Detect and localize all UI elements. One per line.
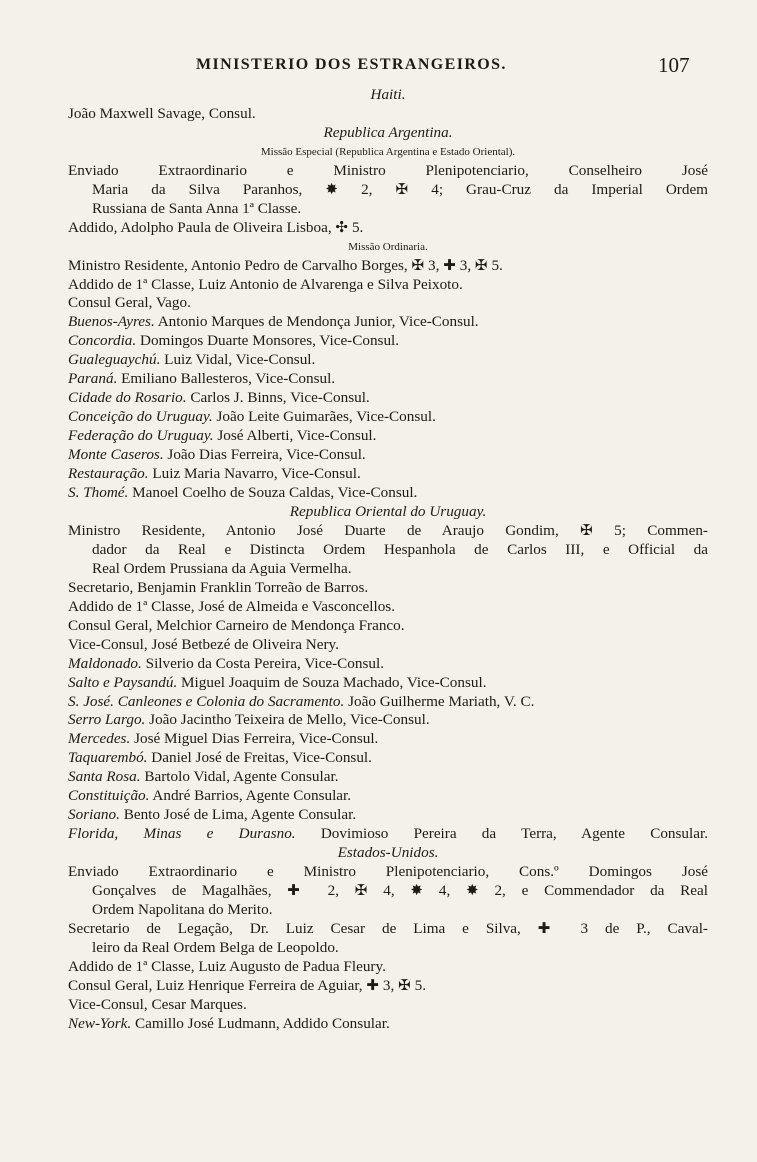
consular-entry [68, 730, 708, 749]
entry-line: Secretario, Benjamin Franklin Torreão de Barros. [68, 578, 369, 596]
entry-line: Vice-Consul, José Betbezé de Oliveira Nery. [68, 635, 339, 653]
consular-entry [68, 389, 708, 408]
place-name: S. Thomé. [68, 484, 129, 502]
entry-text: João Leite Guimarães, Vice-Consul. [212, 408, 436, 426]
entry-text: Bartolo Vidal, Agente Consular. [140, 768, 339, 786]
entry-text: Miguel Joaquim de Souza Machado, Vice-Consul. [177, 673, 487, 691]
place-name: Taquarembó. [68, 749, 148, 767]
consular-entry [68, 313, 708, 332]
place-name: Florida, Minas e Durasno. [68, 825, 296, 843]
place-name: Soriano. [68, 806, 120, 824]
entry-text: André Barrios, Agente Consular. [149, 787, 352, 805]
entry-line: Consul Geral, Melchior Carneiro de Mendonça Franco. [68, 616, 405, 634]
entry-text: Silverio da Costa Pereira, Vice-Consul. [141, 654, 385, 672]
place-name: Constituição. [68, 787, 150, 805]
consular-entry [68, 655, 708, 674]
place-name: Paraná. [68, 370, 118, 388]
entry-text: Luiz Vidal, Vice-Consul. [160, 351, 316, 369]
page-body [68, 86, 708, 1034]
consular-entry [68, 427, 708, 446]
place-name: Conceição do Uruguay. [68, 408, 213, 426]
entry-line: Enviado Extraordinario e Ministro Plenipotenciario, Conselheiro José [68, 161, 708, 179]
entry-text: João Dias Ferreira, Vice-Consul. [163, 446, 366, 464]
place-name: Buenos-Ayres. [68, 313, 155, 331]
place-name: Serro Largo. [68, 711, 146, 729]
entry-text: Domingos Duarte Monsores, Vice-Consul. [136, 332, 400, 350]
page-header [0, 53, 757, 82]
consular-entry [68, 674, 708, 693]
continuation-line: dador da Real e Distincta Ordem Hespanhola de Carlos III, e Official da [92, 540, 708, 558]
continuation-line: Real Ordem Prussiana da Aguia Vermelha. [92, 559, 352, 577]
entry-line: Addido, Adolpho Paula de Oliveira Lisboa, ✣ 5. [68, 218, 364, 236]
continuation-line: Ordem Napolitana do Merito. [92, 900, 273, 918]
section-heading: Republica Oriental do Uruguay. [289, 502, 487, 520]
entry-text: Camillo José Ludmann, Addido Consular. [131, 1014, 390, 1032]
entry-line: João Maxwell Savage, Consul. [68, 104, 256, 122]
place-name: Cidade do Rosario. [68, 389, 187, 407]
entry-text: Carlos J. Binns, Vice-Consul. [186, 389, 370, 407]
continuation-line: leiro da Real Ordem Belga de Leopoldo. [92, 938, 339, 956]
place-name: Concordia. [68, 332, 137, 350]
consular-entry [68, 370, 708, 389]
entry-text: Manoel Coelho de Souza Caldas, Vice-Consul. [128, 484, 418, 502]
place-name: Santa Rosa. [68, 768, 141, 786]
entry-line: Addido de 1ª Classe, Luiz Augusto de Padua Fleury. [68, 957, 386, 975]
consular-entry [68, 484, 708, 503]
entry-line: Enviado Extraordinario e Ministro Plenipotenciario, Cons.º Domingos José [68, 863, 708, 881]
section-heading: Estados-Unidos. [337, 844, 439, 862]
consular-entry [68, 332, 708, 351]
place-name: S. José. Canleones e Colonia do Sacramento. [68, 692, 345, 710]
place-name: Restauração. [68, 465, 149, 483]
consular-entry [68, 749, 708, 768]
continuation-line: Gonçalves de Magalhães, ✚ 2, ✠ 4, ✸ 4, ✸ 2, e Commendador da Real [92, 882, 708, 900]
entry-text: Antonio Marques de Mendonça Junior, Vice-Consul. [154, 313, 479, 331]
page-number: 107 [658, 53, 690, 77]
entry-line: Vice-Consul, Cesar Marques. [68, 995, 247, 1013]
entry-line: Consul Geral, Luiz Henrique Ferreira de Aguiar, ✚ 3, ✠ 5. [68, 976, 427, 994]
continuation-line: Russiana de Santa Anna 1ª Classe. [92, 199, 302, 217]
entry-text: João Guilherme Mariath, V. C. [344, 692, 535, 710]
entry-line: Ministro Residente, Antonio Pedro de Carvalho Borges, ✠ 3, ✚ 3, ✠ 5. [68, 256, 503, 274]
section-heading: Haiti. [370, 86, 406, 103]
entry-line: Addido de 1ª Classe, José de Almeida e Vasconcellos. [68, 597, 396, 615]
place-name: Maldonado. [68, 654, 142, 672]
consular-entry [68, 1015, 708, 1034]
entry-text: José Alberti, Vice-Consul. [213, 427, 377, 445]
consular-entry [68, 806, 708, 825]
consular-entry [68, 693, 708, 712]
entry-text: Luiz Maria Navarro, Vice-Consul. [148, 465, 361, 483]
entry-line: Secretario de Legação, Dr. Luiz Cesar de Lima e Silva, ✚ 3 de P., Caval- [68, 919, 708, 937]
consular-entry [68, 768, 708, 787]
mission-subheading: Missão Especial (Republica Argentina e Estado Oriental). [260, 145, 516, 158]
consular-entry [68, 446, 708, 465]
consular-entry [68, 787, 708, 806]
entry-text: João Jacintho Teixeira de Mello, Vice-Consul. [145, 711, 430, 729]
consular-entry [68, 711, 708, 730]
place-name: Monte Caseros. [68, 446, 164, 464]
entry-text: Daniel José de Freitas, Vice-Consul. [147, 749, 372, 767]
consular-entry [68, 465, 708, 484]
place-name: Gualeguaychú. [68, 351, 161, 369]
running-title: MINISTERIO DOS ESTRANGEIROS. [196, 56, 507, 73]
continuation-line: Maria da Silva Paranhos, ✸ 2, ✠ 4; Grau-Cruz da Imperial Ordem [92, 180, 708, 198]
place-name: Salto e Paysandú. [68, 673, 178, 691]
place-name: New-York. [68, 1014, 132, 1032]
mission-subheading: Missão Ordinaria. [348, 240, 428, 253]
consular-entry [68, 825, 708, 844]
section-heading: Republica Argentina. [323, 123, 453, 141]
place-name: Federação do Uruguay. [68, 427, 214, 445]
place-name: Mercedes. [68, 730, 131, 748]
entry-line: Addido de 1ª Classe, Luiz Antonio de Alvarenga e Silva Peixoto. [68, 275, 463, 293]
consular-entry [68, 408, 708, 427]
entry-text: José Miguel Dias Ferreira, Vice-Consul. [130, 730, 379, 748]
entry-text: Bento José de Lima, Agente Consular. [119, 806, 357, 824]
entry-text: Dovimioso Pereira da Terra, Agente Consular. [295, 825, 708, 843]
consular-entry [68, 351, 708, 370]
entry-line: Consul Geral, Vago. [68, 294, 191, 312]
entry-text: Emiliano Ballesteros, Vice-Consul. [117, 370, 336, 388]
entry-line: Ministro Residente, Antonio José Duarte de Araujo Gondim, ✠ 5; Commen- [68, 521, 708, 539]
